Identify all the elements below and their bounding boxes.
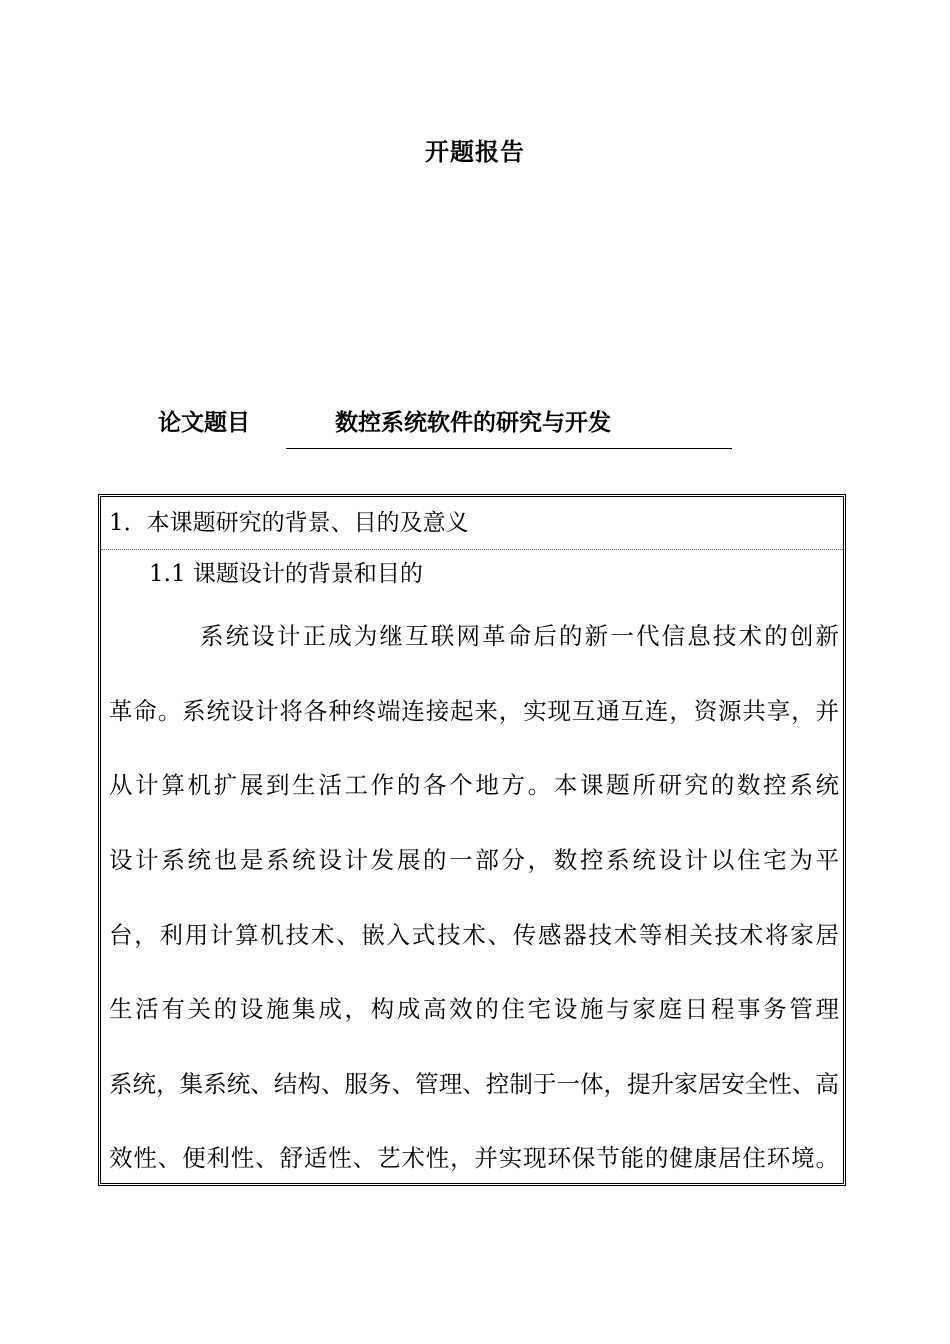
thesis-title-label: 论文题目 — [158, 410, 250, 436]
paragraph-line: 系统设计正成为继互联网革命后的新一代信息技术的创新 — [200, 622, 839, 650]
report-title: 开题报告 — [425, 138, 525, 166]
section-heading: 1．本课题研究的背景、目的及意义 — [101, 497, 843, 550]
thesis-title-field — [286, 404, 732, 449]
paragraph-line: 革命。系统设计将各种终端连接起来，实现互通互连，资源共享，并 — [109, 697, 839, 725]
paragraph-line: 系统，集系统、结构、服务、管理、控制于一体，提升家居安全性、高 — [109, 1070, 839, 1098]
paragraph-line: 设计系统也是系统设计发展的一部分，数控系统设计以住宅为平 — [109, 846, 839, 874]
paragraph-line: 台，利用计算机技术、嵌入式技术、传感器技术等相关技术将家居 — [109, 921, 839, 949]
thesis-title-value: 数控系统软件的研究与开发 — [335, 410, 611, 436]
paragraph-line: 从计算机扩展到生活工作的各个地方。本课题所研究的数控系统 — [109, 771, 839, 799]
paragraph-line: 效性、便利性、舒适性、艺术性，并实现环保节能的健康居住环境。 — [109, 1144, 839, 1172]
content-table — [98, 494, 846, 1186]
subsection-heading: 1.1 课题设计的背景和目的 — [149, 561, 423, 587]
paragraph-line: 生活有关的设施集成，构成高效的住宅设施与家庭日程事务管理 — [109, 995, 839, 1023]
